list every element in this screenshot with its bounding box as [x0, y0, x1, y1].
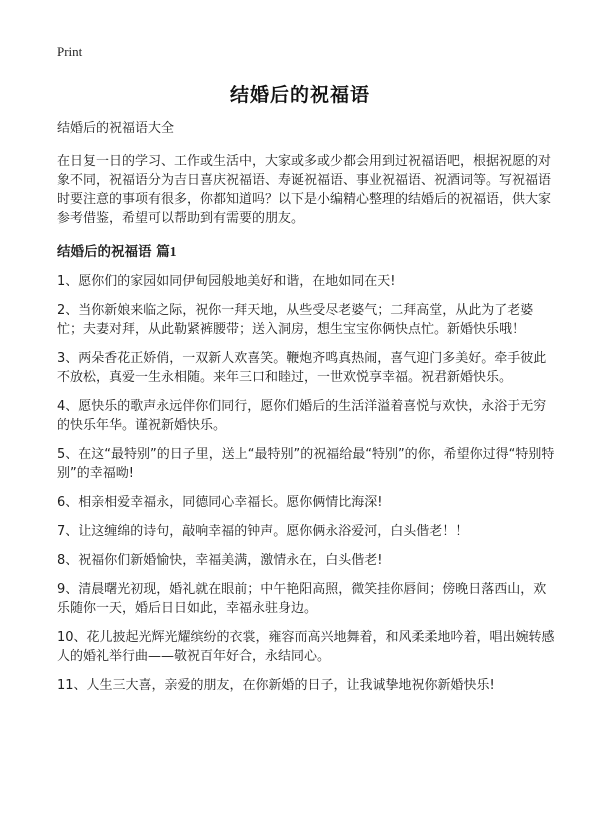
section-heading-suffix: 篇1 — [156, 244, 177, 259]
wish-item: 11、人生三大喜，亲爱的朋友，在你新婚的日子，让我诚挚地祝你新婚快乐! — [57, 678, 495, 693]
wish-item: 4、愿快乐的歌声永远伴你们同行，愿你们婚后的生活洋溢着喜悦与欢快，永浴于无穷的快乐年华。谨祝新婚快乐。 — [57, 399, 547, 433]
wish-item: 6、相亲相爱幸福永，同德同心幸福长。愿你俩情比海深! — [57, 495, 383, 510]
section-heading-text: 结婚后的祝福语 — [57, 244, 152, 260]
wish-item: 9、清晨曙光初现，婚礼就在眼前；中午艳阳高照，微笑挂你唇间；傍晚日落西山，欢乐随你一天，婚后日日如此，幸福永驻身边。 — [57, 582, 547, 616]
page-title: 结婚后的祝福语 — [229, 84, 370, 106]
section-heading — [57, 242, 557, 262]
intro-paragraph: 在日复一日的学习、工作或生活中，大家或多或少都会用到过祝福语吧，根据祝愿的对象不同，祝福语分为吉日喜庆祝福语、寿诞祝福语、事业祝福语、祝酒词等。写祝福语时要注意的事项有很多，你都知道吗？以下是小编精心整理的结婚后的祝福语，供大家参考借鉴，希望可以帮助到有需要的朋友。 — [57, 154, 552, 226]
article-subtitle: 结婚后的祝福语大全 — [57, 121, 175, 136]
wish-item: 7、让这缠绵的诗句，敲响幸福的钟声。愿你俩永浴爱河，白头偕老！！ — [57, 524, 469, 539]
article-body — [57, 119, 557, 705]
wish-item: 2、当你新娘来临之际，祝你一拜天地，从些受尽老婆气；二拜高堂，从此为了老婆忙；夫妻对拜，从此勒紧裤腰带；送入洞房，想生宝宝你俩快点忙。新婚快乐哦！ — [57, 303, 534, 337]
wish-item: 8、祝福你们新婚愉快，幸福美满，激情永在，白头偕老! — [57, 553, 383, 568]
wish-item: 1、愿你们的家园如同伊甸园般地美好和谐，在地如同在天! — [57, 274, 396, 289]
wish-item: 10、花儿披起光辉光耀缤纷的衣裳，雍容而高兴地舞着，和风柔柔地吟着，唱出婉转感人的婚礼举行曲——敬祝百年好合，永结同心。 — [57, 630, 555, 664]
wish-item: 3、两朵香花正娇俏，一双新人欢喜笑。鞭炮齐鸣真热闹，喜气迎门多美好。牵手彼此不放松，真爱一生永相随。来年三口和睦过，一世欢悦享幸福。祝君新婚快乐。 — [57, 351, 547, 385]
wish-item: 5、在这“最特别”的日子里，送上“最特别”的祝福给最“特别”的你，希望你过得“特别特别”的幸福呦! — [57, 447, 555, 481]
print-link[interactable]: Print — [57, 44, 83, 59]
